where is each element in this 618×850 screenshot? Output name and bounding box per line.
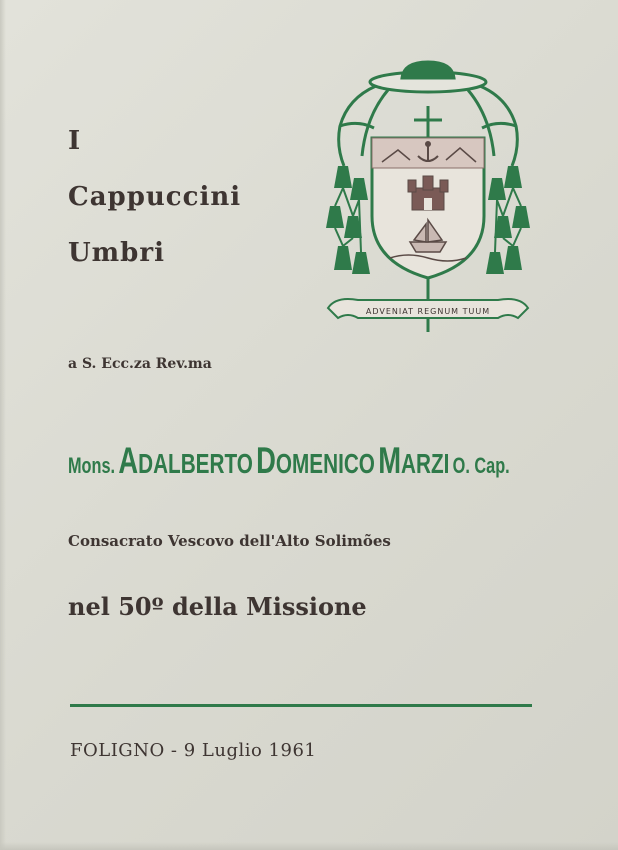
place-date-text: FOLIGNO - 9 Luglio 1961 xyxy=(70,740,317,761)
honoree-second-initial: D xyxy=(256,440,276,481)
publisher-line-2: Cappuccini xyxy=(68,182,242,212)
anniversary-text: nel 50º della Missione xyxy=(68,592,367,621)
divider-line xyxy=(70,704,532,707)
honoree-surname-initial: M xyxy=(378,440,402,481)
honoree-name xyxy=(68,440,510,482)
cover-edge xyxy=(0,0,6,850)
honoree-first-rest: DALBERTO xyxy=(138,448,253,479)
honoree-suffix: O. Cap. xyxy=(452,453,510,478)
tassels-left-icon xyxy=(326,166,370,274)
honoree-second-rest: OMENICO xyxy=(275,448,375,479)
motto-text: ADVENIAT REGNUM TUUM xyxy=(365,307,491,316)
coat-of-arms-icon xyxy=(318,56,538,338)
honoree-first-initial: A xyxy=(118,440,139,481)
honoree-surname-rest: ARZI xyxy=(401,448,450,479)
publisher-line-1: I xyxy=(68,126,82,156)
honoree-prefix: Mons. xyxy=(68,453,116,478)
tassels-right-icon xyxy=(486,166,530,274)
subtitle-text: Consacrato Vescovo dell'Alto Solimões xyxy=(68,532,391,550)
cover-edge-bottom xyxy=(0,842,618,850)
publisher-line-3: Umbri xyxy=(68,238,165,268)
dedication-text: a S. Ecc.za Rev.ma xyxy=(68,356,212,372)
